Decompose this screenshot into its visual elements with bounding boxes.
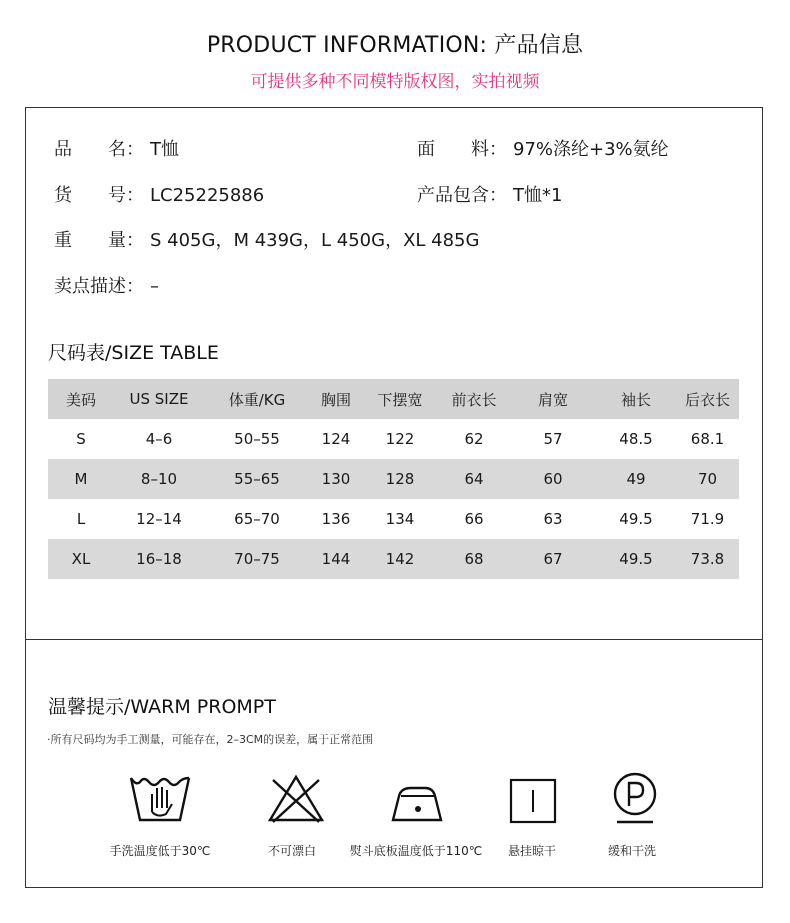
table-cell: 49.5 — [619, 510, 653, 528]
page-subtitle: 可提供多种不同模特版权图，实拍视频 — [250, 72, 540, 92]
table-row — [48, 499, 739, 539]
care-label-no-bleach: 不可漂白 — [267, 844, 317, 858]
no-bleach-icon — [267, 774, 325, 824]
table-cell: 63 — [543, 510, 563, 528]
table-cell: M — [48, 459, 114, 499]
table-cell: 73.8 — [676, 539, 739, 579]
table-cell: 60 — [510, 459, 596, 499]
page-title: PRODUCT INFORMATION: 产品信息 — [206, 33, 584, 58]
table-cell: 144 — [310, 539, 362, 579]
info-material-label: 面 料： — [417, 139, 507, 160]
info-sku-value: LC25225886 — [150, 185, 265, 206]
col-header: 前衣长 — [438, 379, 510, 419]
table-cell: L — [76, 510, 86, 528]
info-sku-label: 货 号： — [54, 185, 144, 206]
info-selling-value: – — [150, 276, 159, 297]
info-package-label: 产品包含： — [417, 185, 507, 206]
table-cell: 142 — [362, 539, 438, 579]
hand-wash-icon — [128, 772, 192, 824]
warm-prompt-heading: 温馨提示/WARM PROMPT — [48, 696, 276, 718]
size-table-heading: 尺码表/SIZE TABLE — [48, 342, 219, 364]
table-cell: 66 — [464, 510, 484, 528]
size-table — [48, 379, 739, 579]
col-header: 胸围 — [310, 379, 362, 419]
table-cell: 67 — [510, 539, 596, 579]
info-name-label: 品 名： — [54, 139, 144, 160]
info-name-value: T恤 — [150, 139, 179, 160]
col-header: 袖长 — [596, 379, 676, 419]
size-table-header-row — [48, 379, 739, 419]
table-row — [48, 459, 739, 499]
care-label-dry-clean: 缓和干洗 — [607, 844, 657, 858]
col-header: 后衣长 — [676, 379, 739, 419]
info-material-value: 97%涤纶+3%氨纶 — [513, 139, 669, 160]
info-selling — [54, 275, 159, 299]
line-dry-icon — [509, 778, 557, 824]
table-cell: 62 — [464, 430, 484, 448]
info-weight — [54, 229, 479, 253]
table-cell: 128 — [362, 459, 438, 499]
info-weight-label: 重 量： — [54, 230, 144, 251]
iron-icon — [389, 780, 447, 824]
care-label-iron: 熨斗底板温度低于110℃ — [349, 844, 483, 858]
table-cell: 70–75 — [204, 539, 310, 579]
table-row — [48, 419, 739, 459]
table-cell: 71.9 — [690, 510, 725, 528]
table-cell: 49.5 — [596, 539, 676, 579]
info-material — [417, 138, 669, 162]
table-cell: 50–55 — [234, 430, 280, 448]
col-header: US SIZE — [114, 379, 204, 419]
table-cell: 4–6 — [145, 430, 173, 448]
info-selling-label: 卖点描述： — [54, 276, 144, 297]
table-cell: 64 — [438, 459, 510, 499]
info-name — [54, 138, 179, 162]
table-cell: S — [76, 430, 86, 448]
table-cell: 8–10 — [114, 459, 204, 499]
dry-clean-p-icon — [612, 771, 658, 827]
table-cell: 48.5 — [619, 430, 653, 448]
care-label-line-dry: 悬挂晾干 — [507, 844, 557, 858]
measurement-note: ·所有尺码均为手工测量，可能存在，2–3CM的误差，属于正常范围 — [47, 733, 374, 746]
table-cell: 68.1 — [690, 430, 725, 448]
table-cell: XL — [48, 539, 114, 579]
table-cell: 124 — [321, 430, 351, 448]
table-cell: 134 — [385, 510, 415, 528]
info-sku — [54, 184, 264, 208]
table-cell: 12–14 — [136, 510, 182, 528]
table-cell: 130 — [310, 459, 362, 499]
col-header: 体重/KG — [204, 379, 310, 419]
table-cell: 57 — [543, 430, 563, 448]
table-cell: 136 — [321, 510, 351, 528]
table-cell: 49 — [596, 459, 676, 499]
info-package-value: T恤*1 — [513, 185, 563, 206]
care-label-hand-wash: 手洗温度低于30℃ — [109, 844, 211, 858]
col-header: 肩宽 — [510, 379, 596, 419]
table-cell: 65–70 — [234, 510, 280, 528]
table-cell: 55–65 — [204, 459, 310, 499]
table-cell: 16–18 — [114, 539, 204, 579]
table-cell: 70 — [676, 459, 739, 499]
table-row — [48, 539, 739, 579]
table-cell: 122 — [385, 430, 415, 448]
col-header: 美码 — [48, 379, 114, 419]
col-header: 下摆宽 — [362, 379, 438, 419]
table-cell: 68 — [438, 539, 510, 579]
info-weight-value: S 405G，M 439G，L 450G，XL 485G — [150, 230, 480, 251]
info-package — [417, 184, 562, 208]
